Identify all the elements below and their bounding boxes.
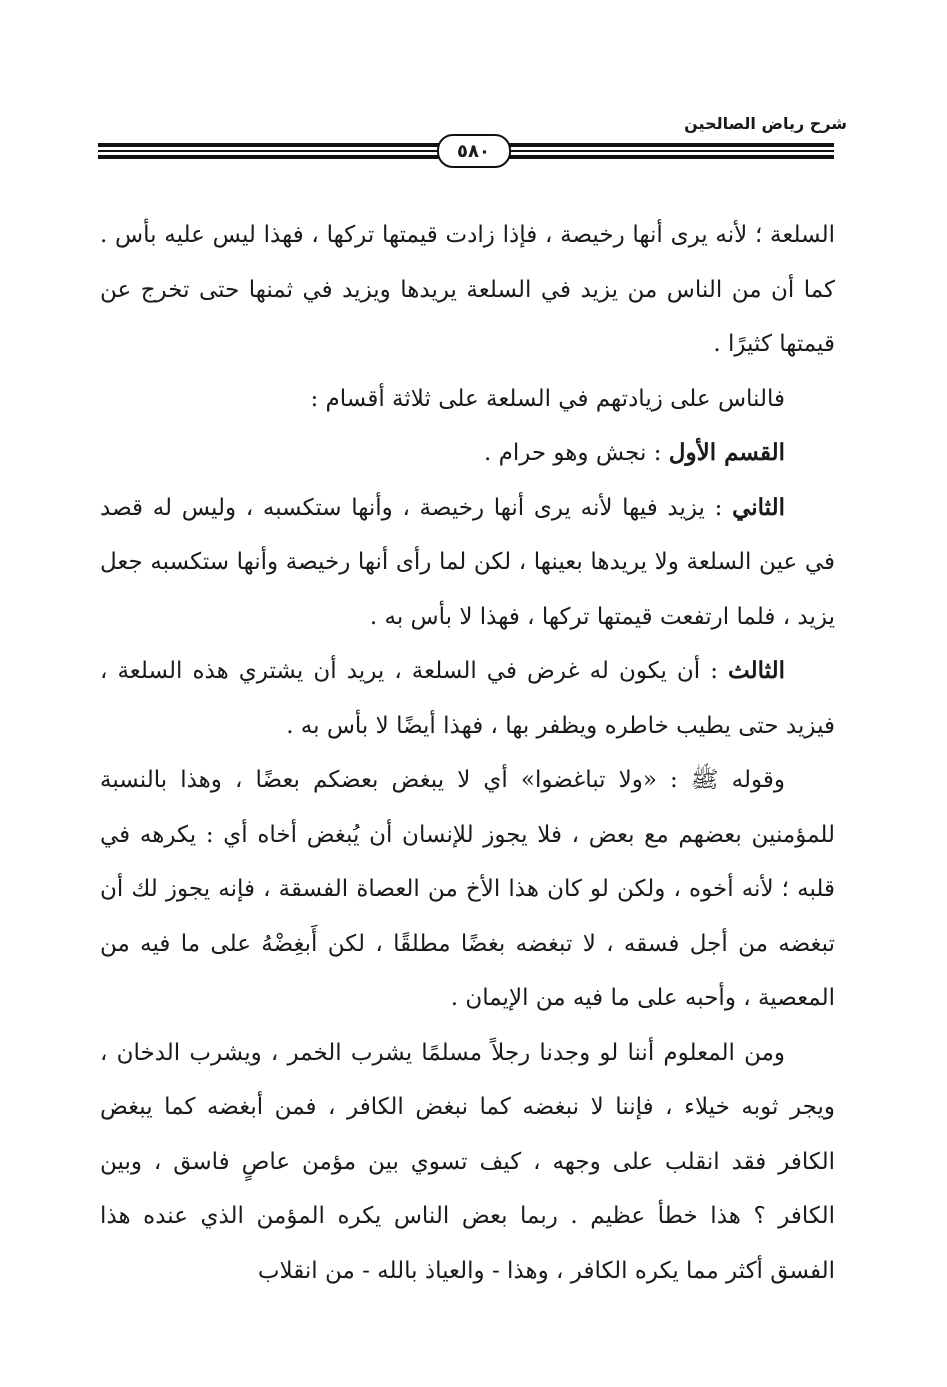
paragraph — [100, 753, 835, 1026]
paragraph-text: : أن يكون له غرض في السلعة ، يريد أن يشتري هذه السلعة ، فيزيد حتى يطيب خاطره ويظفر بها ، فهذا أيضًا لا بأس به . — [100, 658, 835, 739]
page-number: ٥٨٠ — [437, 134, 511, 168]
paragraph — [100, 1026, 835, 1299]
running-header-title: شرح رياض الصالحين — [684, 114, 847, 133]
paragraph-text: : يزيد فيها لأنه يرى أنها رخيصة ، وأنها ستكسبه ، وليس له قصد في عين السلعة ولا يريدها بعينها ، لكن لما رأى أنها رخيصة وأنها ستكسبه جعل يزيد ، فلما ارتفعت قيمتها تركها ، فهذا لا بأس به . — [100, 494, 835, 630]
paragraph-term: الثاني — [732, 493, 785, 521]
paragraph-text: السلعة ؛ لأنه يرى أنها رخيصة ، فإذا زادت قيمتها تركها ، فهذا ليس عليه بأس . كما أن من الناس من يزيد في السلعة يريدها ويزيد في ثمنها حتى تخرج عن قيمتها كثيرًا . — [100, 222, 835, 357]
paragraph-term: الثالث — [728, 657, 785, 684]
paragraph — [100, 644, 835, 753]
paragraph-text: فالناس على زيادتهم في السلعة على ثلاثة أقسام : — [310, 385, 785, 412]
paragraph-term: القسم الأول — [668, 439, 785, 466]
paragraph — [100, 426, 835, 481]
paragraph-text: وقوله ﷺ : «ولا تباغضوا» أي لا يبغض بعضكم بعضًا ، وهذا بالنسبة للمؤمنين بعضهم مع بعض ، فلا يجوز للإنسان أن يُبغض أخاه أي : يكرهه في قلبه ؛ لأنه أخوه ، ولكن لو كان هذا الأخ من العصاة الفسقة ، فإنه يجوز لك أن تبغضه من أجل فسقه ، لا تبغضه بغضًا مطلقًا ، لكن أَبغِضْهُ على ما فيه من المعصية ، وأحبه على ما فيه من الإيمان . — [100, 767, 835, 1011]
paragraph — [100, 372, 835, 427]
paragraph — [100, 481, 835, 645]
paragraph-text: : نجش وهو حرام . — [483, 440, 669, 466]
body-text — [100, 208, 835, 1298]
paragraph — [100, 208, 835, 372]
paragraph-text: ومن المعلوم أننا لو وجدنا رجلاً مسلمًا يشرب الخمر ، ويشرب الدخان ، ويجر ثوبه خيلاء ، فإننا لا نبغضه كما نبغض الكافر ، فمن أبغضه كما يبغض الكافر فقد انقلب على وجهه ، كيف تسوي بين مؤمن عاصٍ فاسق ، وبين الكافر ؟ هذا خطأ عظيم . ربما بعض الناس يكره المؤمن الذي عنده هذا الفسق أكثر مما يكره الكافر ، وهذا - والعياذ بالله - من انقلاب — [100, 1039, 835, 1284]
